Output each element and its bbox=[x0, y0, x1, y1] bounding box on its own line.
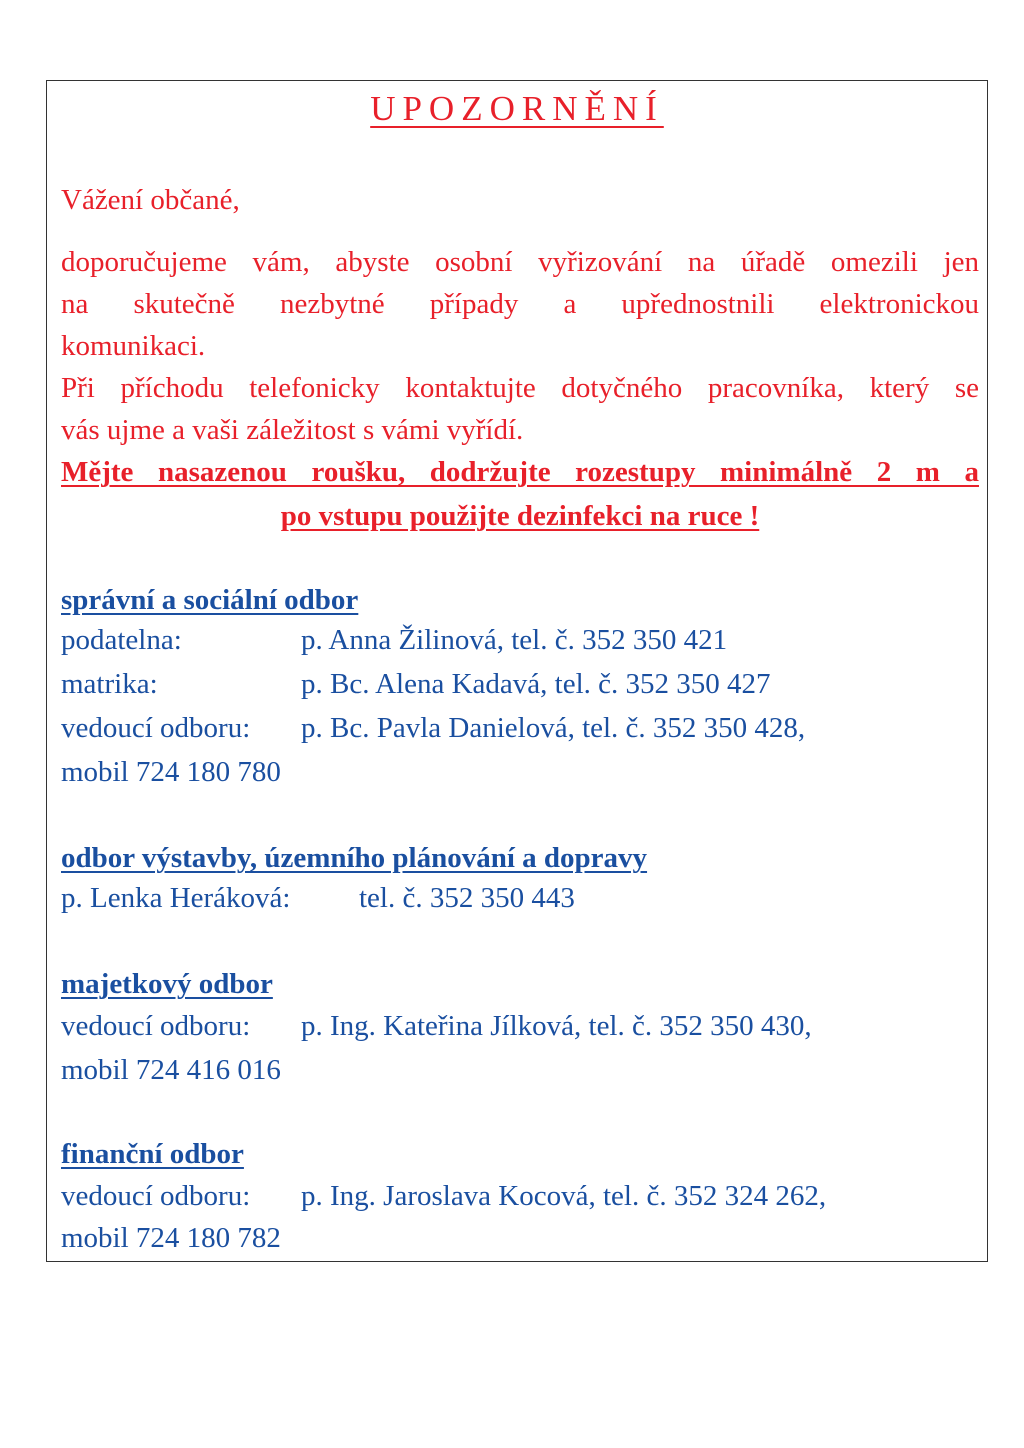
notice-box bbox=[46, 80, 988, 1262]
property-mobile: mobil 724 416 016 bbox=[61, 1054, 281, 1086]
construction-department-heading: odbor výstavby, územního plánování a dopravy bbox=[61, 842, 648, 874]
social-row-value: p. Bc. Alena Kadavá, tel. č. 352 350 427 bbox=[301, 668, 771, 700]
social-row-value: p. Anna Žilinová, tel. č. 352 350 421 bbox=[301, 624, 728, 656]
social-mobile: mobil 724 180 780 bbox=[61, 756, 281, 788]
property-row-label: vedoucí odboru: bbox=[61, 1010, 251, 1042]
finance-department-heading: finanční odbor bbox=[61, 1138, 244, 1170]
paragraph2-line-1: Při příchodu telefonicky kontaktujte dotyčného pracovníka, který se bbox=[61, 372, 979, 404]
social-department-heading: správní a sociální odbor bbox=[61, 584, 359, 616]
property-row-value: p. Ing. Kateřina Jílková, tel. č. 352 350 430, bbox=[301, 1010, 812, 1042]
warning-line-1: Mějte nasazenou roušku, dodržujte rozestupy minimálně 2 m a bbox=[61, 456, 979, 488]
social-row-value: p. Bc. Pavla Danielová, tel. č. 352 350 428, bbox=[301, 712, 806, 744]
paragraph1-line-2: na skutečně nezbytné případy a upřednostnili elektronickou bbox=[61, 288, 979, 320]
warning-line-2: po vstupu použijte dezinfekci na ruce ! bbox=[280, 500, 760, 532]
paragraph1-line-3: komunikaci. bbox=[61, 330, 206, 362]
paragraph1-line-1: doporučujeme vám, abyste osobní vyřizování na úřadě omezili jen bbox=[61, 246, 979, 278]
construction-contact-name: p. Lenka Heráková: bbox=[61, 882, 291, 914]
social-row-label: matrika: bbox=[61, 668, 158, 700]
notice-title: UPOZORNĚNÍ bbox=[370, 89, 664, 128]
construction-contact-phone: tel. č. 352 350 443 bbox=[359, 882, 575, 914]
social-row-label: podatelna: bbox=[61, 624, 182, 656]
greeting: Vážení občané, bbox=[61, 184, 240, 216]
paragraph2-line-2: vás ujme a vaši záležitost s vámi vyřídí. bbox=[61, 414, 524, 446]
social-row-label: vedoucí odboru: bbox=[61, 712, 251, 744]
property-department-heading: majetkový odbor bbox=[61, 968, 273, 1000]
finance-mobile: mobil 724 180 782 bbox=[61, 1222, 281, 1254]
finance-row-label: vedoucí odboru: bbox=[61, 1180, 251, 1212]
finance-row-value: p. Ing. Jaroslava Kocová, tel. č. 352 324 262, bbox=[301, 1180, 827, 1212]
